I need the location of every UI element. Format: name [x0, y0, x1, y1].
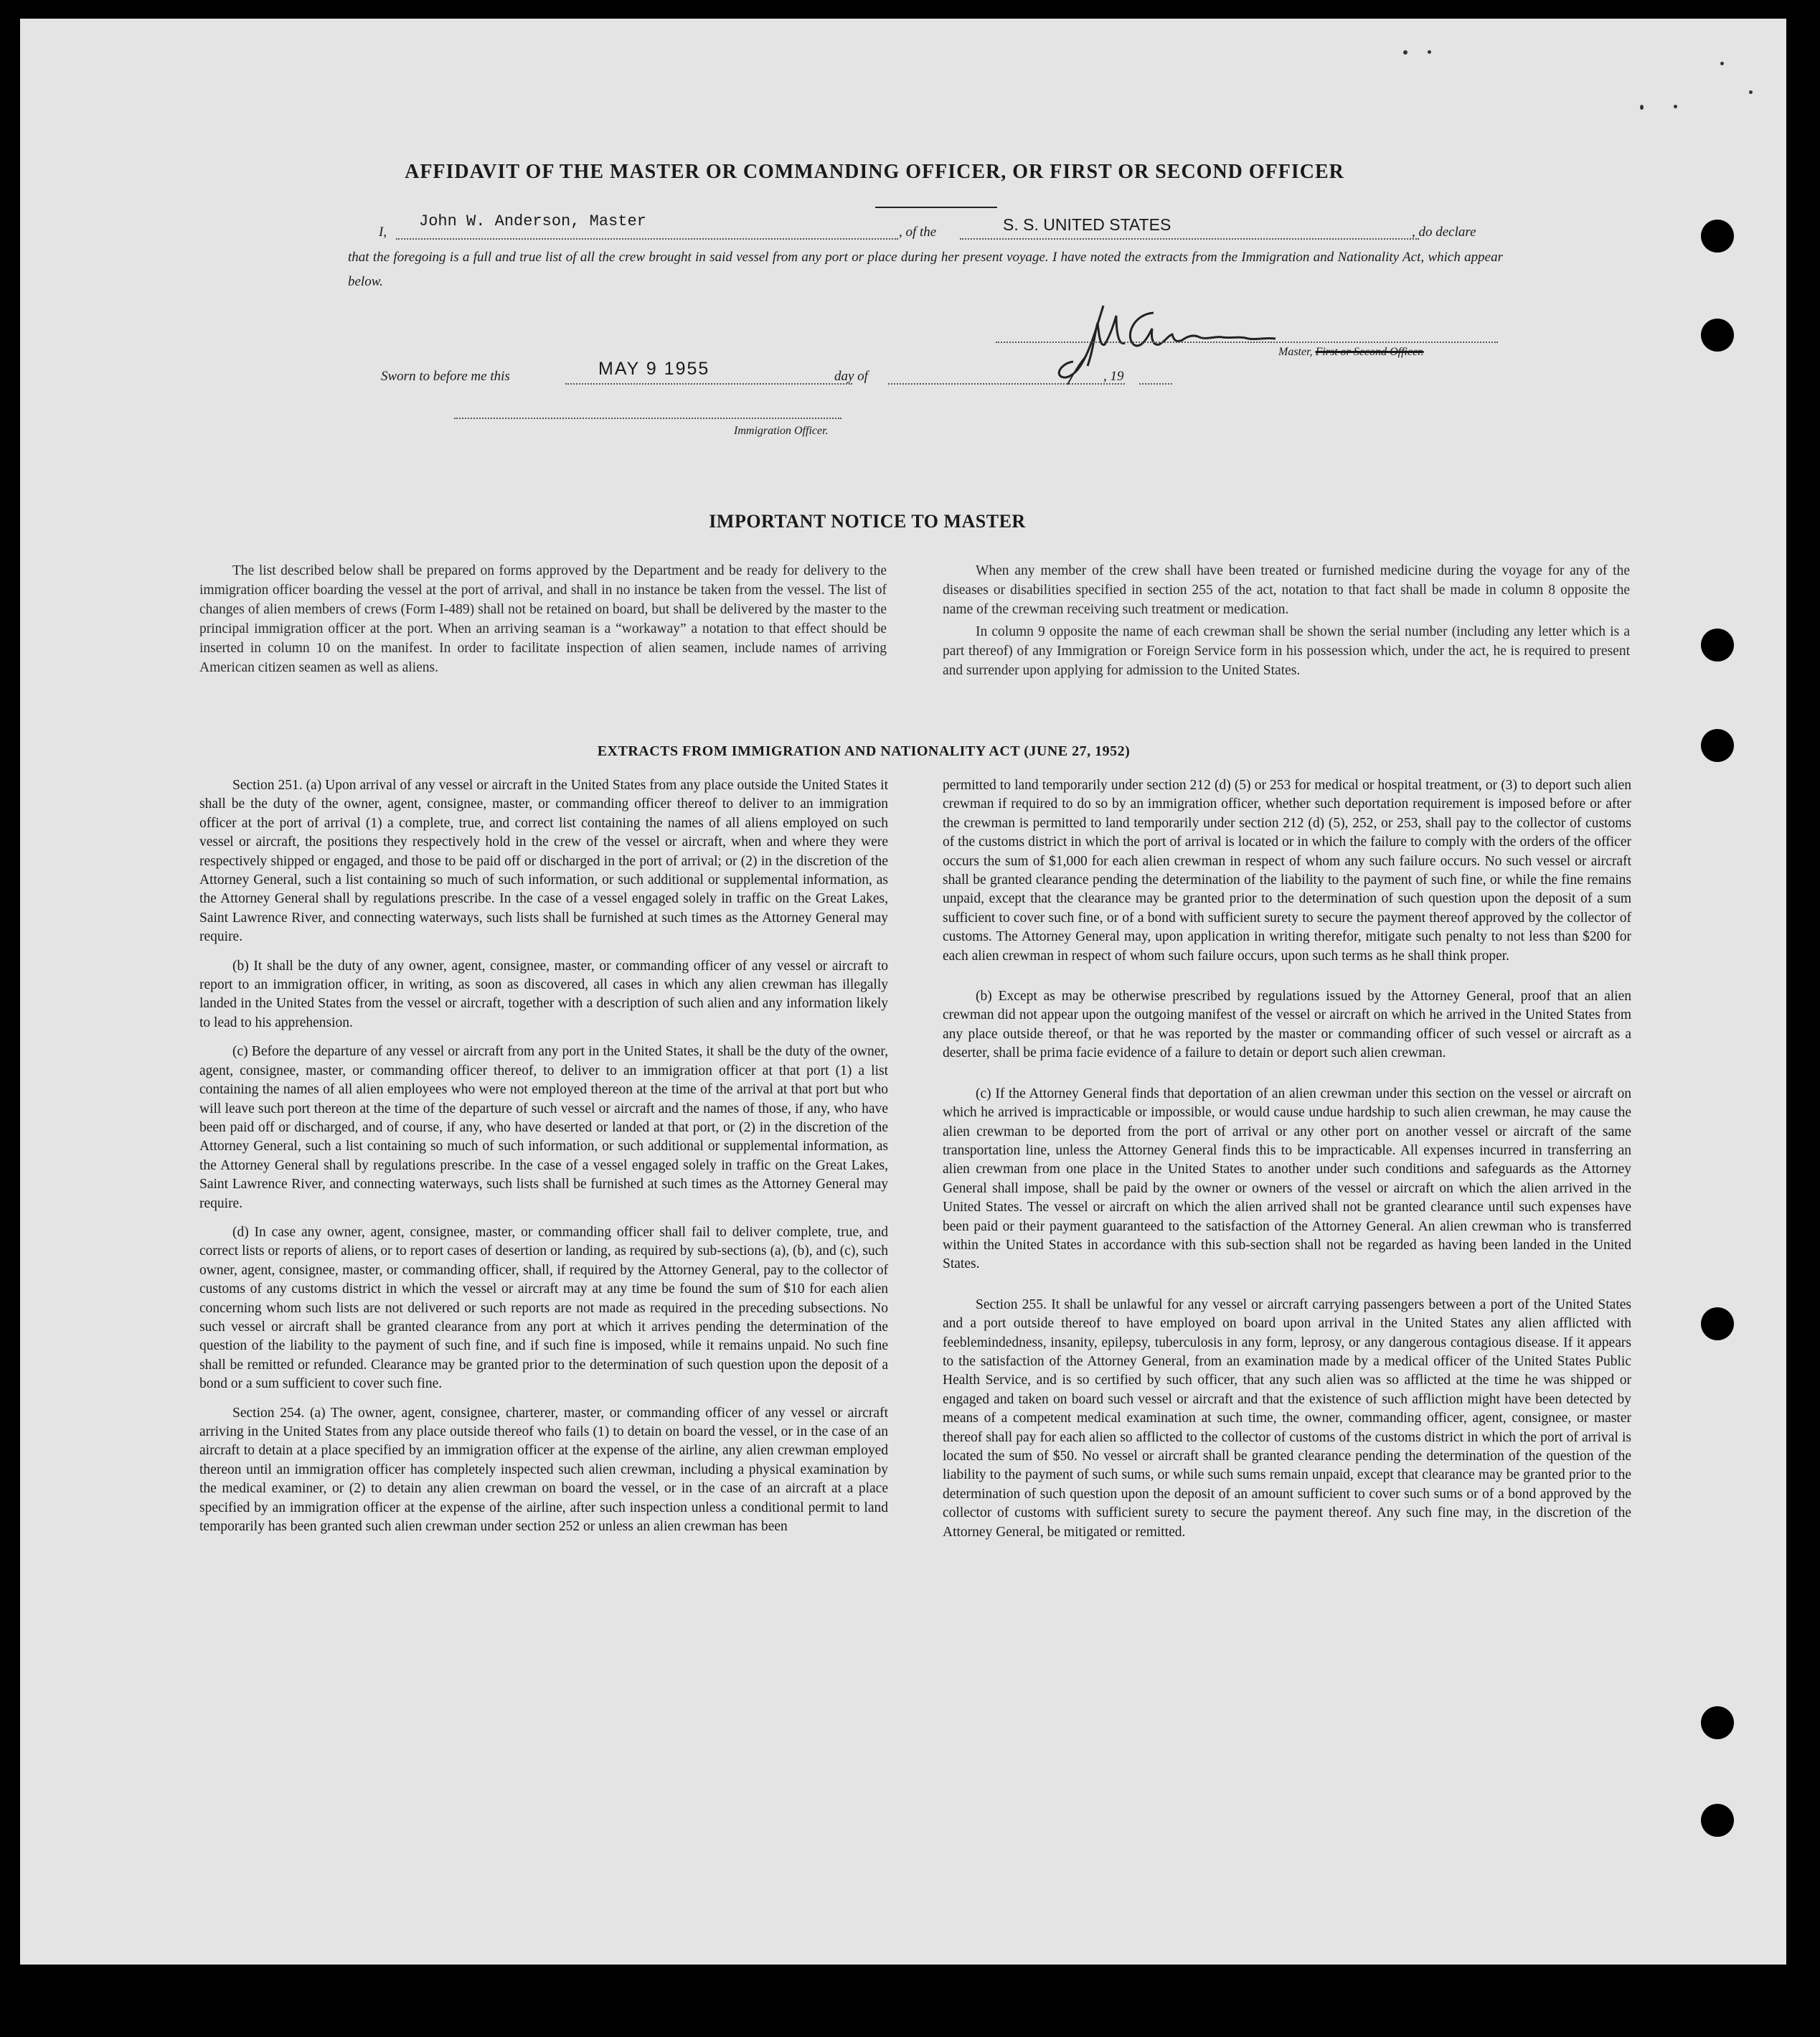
punch-hole: [1701, 319, 1734, 352]
section-254-a: Section 254. (a) The owner, agent, consignee, charterer, master, or commanding officer of any vessel or aircraft arriving in the United States from any place outside thereof who fails (1) to detain on board the vessel, or in the case of an aircraft to detain at a place specified by an immigration officer at the expense of the airline, any alien crewman employed thereon until an immigration officer has completely inspected such alien crewman, including a physical examination by the medical examiner, or (2) to detain any alien crewman on board the vessel, or in the case of an aircraft at a place specified by an immigration officer at the expense of the airline, after such inspection unless a conditional permit to land temporarily has been granted such alien crewman under section 252 or unless an alien crewman has been: [199, 1405, 888, 1535]
notice-left: [199, 561, 887, 677]
vessel-typed: S. S. UNITED STATES: [1003, 215, 1171, 234]
section-251-d: (d) In case any owner, agent, consignee, master, or commanding officer shall fail to deliver complete, true, and correct lists or reports of aliens, or to report cases of desertion or landing, as required by sub-sections (a), (b), and (c), such owner, agent, consignee, master, or commanding officer, shall, if required by the Attorney General, pay to the collector of customs of any customs district in which the vessel or aircraft may at any time be found the sum of $10 for each alien concerning whom such lists are not delivered or such reports are not made as required in the preceding subsections. No such vessel or aircraft shall be granted clearance from any port at which it arrives pending the determination of the question of the liability to the payment of such fine, and if such fine is imposed, while it remains unpaid. No such fine shall be remitted or refunded. Clearance may be granted prior to the determination of such question upon the deposit of a bond or a sum sufficient to cover such fine.: [199, 1224, 888, 1392]
signature-caption: [1278, 346, 1424, 359]
punch-hole: [1701, 1307, 1734, 1340]
speck: [1428, 50, 1431, 54]
section-251-c: (c) Before the departure of any vessel or aircraft from any port in the United States, it shall be the duty of the owner, agent, consignee, master, or commanding officer thereof, to deliver to an immigration officer at that port (1) a list containing the names of all alien employees who were not employed thereon at the time of the arrival at that port but who will leave such port thereon at the time of the departure of such vessel or aircraft and the names of those, if any, who have been paid off or discharged, and of course, if any, who have deserted or landed at that port, or (2) in the discretion of the Attorney General, such a list containing so much of such information, or such additional or supplemental information, as the Attorney General shall by regulations prescribe. In the case of a vessel engaged solely in traffic on the Great Lakes, Saint Lawrence River, and connecting waterways, such lists shall be furnished at such times as the Attorney General may require.: [199, 1044, 888, 1211]
notice-heading: IMPORTANT NOTICE TO MASTER: [709, 511, 1026, 532]
caption-master: Master,: [1278, 346, 1313, 358]
i-label: I,: [379, 225, 387, 240]
do-declare-label: , do declare: [1412, 225, 1476, 240]
year-field-line: [1139, 383, 1172, 385]
notice-right-text-2: In column 9 opposite the name of each crewman shall be shown the serial number (including any letter which is a part thereof) of any Immigration or Foreign Service form in his possession which, under the act, he is required to present and surrender upon applying for admission to the United States.: [943, 624, 1630, 678]
name-typed: John W. Anderson, Master: [419, 212, 646, 230]
document-page: [20, 19, 1786, 1965]
punch-hole: [1701, 1804, 1734, 1837]
speck: [1640, 105, 1644, 110]
speck: [1403, 50, 1408, 55]
title-rule: [875, 207, 997, 208]
officer-signature-line: [454, 418, 841, 419]
extracts-right-column: [943, 776, 1631, 1542]
section-254-b: (b) Except as may be otherwise prescribed by regulations issued by the Attorney General, proof that an alien crewman did not appear upon the outgoing manifest of the vessel or aircraft on which he arrived in the United States from any place outside thereof, or that he was reported by the master or commanding officer of such vessel or aircraft as a deserter, shall be prima facie evidence of a failure to detain or deport such alien crewman.: [943, 989, 1631, 1061]
month-field-line: [888, 383, 1125, 385]
year-label: , 19: [1103, 369, 1124, 384]
extracts-left-column: [199, 776, 888, 1536]
section-251-a: Section 251. (a) Upon arrival of any vessel or aircraft in the United States from any place outside the United States it shall be the duty of the owner, agent, consignee, master, or commanding officer thereof to deliver to an immigration officer at the port of arrival (1) a complete, true, and correct list containing the names of all aliens employed on such vessel or aircraft, the positions they respectively hold in the crew of the vessel or aircraft, when and where they were respectively shipped or engaged, and those to be paid off or discharged in the port of arrival; or (2) in the discretion of the Attorney General, such a list containing so much of such information, or such additional or supplemental information, as the Attorney General shall by regulations prescribe. In the case of a vessel engaged solely in traffic on the Great Lakes, Saint Lawrence River, and connecting waterways, such lists shall be furnished at such times as the Attorney General may require.: [199, 778, 888, 945]
speck: [1674, 105, 1677, 108]
caption-struck: First or Second Officer.: [1315, 346, 1424, 358]
officer-caption: Immigration Officer.: [734, 425, 829, 437]
of-the-label: , of the: [899, 225, 937, 240]
name-field-line: [396, 238, 898, 240]
speck: [1720, 62, 1724, 65]
declaration-text: that the foregoing is a full and true list of all the crew brought in said vessel from any port or place during her present voyage. I have noted the extracts from the Immigration and Nationality Act, which appear below.: [348, 250, 1503, 289]
notice-right: [943, 561, 1630, 680]
signature-line: [996, 342, 1498, 343]
section-254-a-cont: permitted to land temporarily under section 212 (d) (5) or 253 for medical or hospital treatment, or (3) to deport such alien crewman if required to do so by an immigration officer, whether such deportation requirement is imposed before or after the crewman is permitted to land temporarily under section 212 (d) (5), 252, or 253, shall pay to the collector of customs of the customs district in which the port of arrival is located or in which the failure to comply with the orders of the officer occurs the sum of $1,000 for each alien crewman in respect of whom any such failure occurs. No such vessel or aircraft shall be granted clearance pending the determination of the liability to the payment of such fine, or while the fine remains unpaid, except that the clearance may be granted prior to the determination of such question upon the deposit of a sum sufficient to cover such fine, or of a bond with sufficient surety to secure the payment thereof approved by the collector of customs. The Attorney General may, upon application in writing therefor, mitigate such penalty to not less than $200 for each alien crewman in respect of whom such failure occurs, upon such terms as he shall think proper.: [943, 778, 1631, 964]
day-of-label: day of: [834, 369, 868, 384]
punch-hole: [1701, 629, 1734, 662]
speck: [1749, 90, 1753, 94]
section-251-b: (b) It shall be the duty of any owner, agent, consignee, master, or commanding officer of any vessel or aircraft to report to an immigration officer, in writing, as soon as discovered, all cases in which any alien crewman has illegally landed in the United States from the vessel or aircraft, together with a description of such alien and any information likely to lead to his apprehension.: [199, 958, 888, 1030]
date-stamp: MAY 9 1955: [598, 359, 710, 379]
notice-right-text-1: When any member of the crew shall have been treated or furnished medicine during the voyage for any of the diseases or disabilities specified in section 255 of the act, notation to that fact shall be made in column 8 opposite the name of the crewman receiving such treatment or medication.: [943, 563, 1630, 617]
punch-hole: [1701, 220, 1734, 253]
affidavit-title: AFFIDAVIT OF THE MASTER OR COMMANDING OFFICER, OR FIRST OR SECOND OFFICER: [405, 161, 1344, 183]
extracts-heading: EXTRACTS FROM IMMIGRATION AND NATIONALITY ACT (JUNE 27, 1952): [597, 743, 1131, 759]
notice-left-text: The list described below shall be prepared on forms approved by the Department and be ready for delivery to the immigration officer boarding the vessel at the port of arrival, and shall in no instance be taken from the vessel. The list of changes of alien members of crews (Form I-489) shall not be retained on board, but shall be delivered by the master to the principal immigration officer at the port. When an arriving seaman is a “workaway” a notation to that effect should be inserted in column 10 on the manifest. In order to facilitate inspection of alien seamen, include names of arriving American citizen seamen as well as aliens.: [199, 563, 887, 675]
master-signature: [1053, 300, 1311, 386]
section-254-c: (c) If the Attorney General finds that deportation of an alien crewman under this section on the vessel or aircraft on which he arrived is impracticable or impossible, or would cause undue hardship to such alien crewman, he may cause the alien crewman to be deported from the port of arrival or any other port on another vessel or aircraft of the same transportation line, unless the Attorney General finds this to be impracticable. All expenses incurred in transferring an alien crewman from one place in the United States to another under such conditions and safeguards as the Attorney General shall impose, shall be paid by the owner or owners of the vessel or aircraft on which the alien arrived in the United States. The vessel or aircraft on which the alien arrived shall not be granted clearance until such expenses have been paid or their payment guaranteed to the satisfaction of the Attorney General. An alien crewman who is transferred within the United States in accordance with this sub-section shall not be regarded as having been landed in the United States.: [943, 1086, 1631, 1272]
sworn-label: Sworn to before me this: [381, 369, 510, 384]
punch-hole: [1701, 1706, 1734, 1739]
sworn-day-line: [565, 383, 852, 385]
vessel-field-line: [960, 238, 1419, 240]
section-255: Section 255. It shall be unlawful for any vessel or aircraft carrying passengers between a port of the United States and a port outside thereof to have employed on board upon arrival in the United States any alien afflicted with feeblemindedness, insanity, epilepsy, tuberculosis in any form, leprosy, or any dangerous contagious disease. If it appears to the satisfaction of the Attorney General, from an examination made by a medical officer of the United States Public Health Service, and is so certified by such officer, that any such alien was so afflicted at the time he was shipped or engaged and taken on board such vessel or aircraft and that the existence of such affliction might have been detected by means of a competent medical examination at such time, the owner, commanding officer, agent, consignee, or master thereof shall pay for each alien so afflicted to the collector of customs of the customs district in which the port of arrival is located the sum of $50. No vessel or aircraft shall be granted clearance pending the determination of the question of the liability to the payment of such sums, or while such sums remain unpaid, except that clearance may be granted prior to the determination of such question upon the deposit of an amount sufficient to cover such sums or of a bond approved by the collector of customs with sufficient surety to secure the payment thereof. Any such fine may, in the discretion of the Attorney General, be mitigated or remitted.: [943, 1297, 1631, 1540]
